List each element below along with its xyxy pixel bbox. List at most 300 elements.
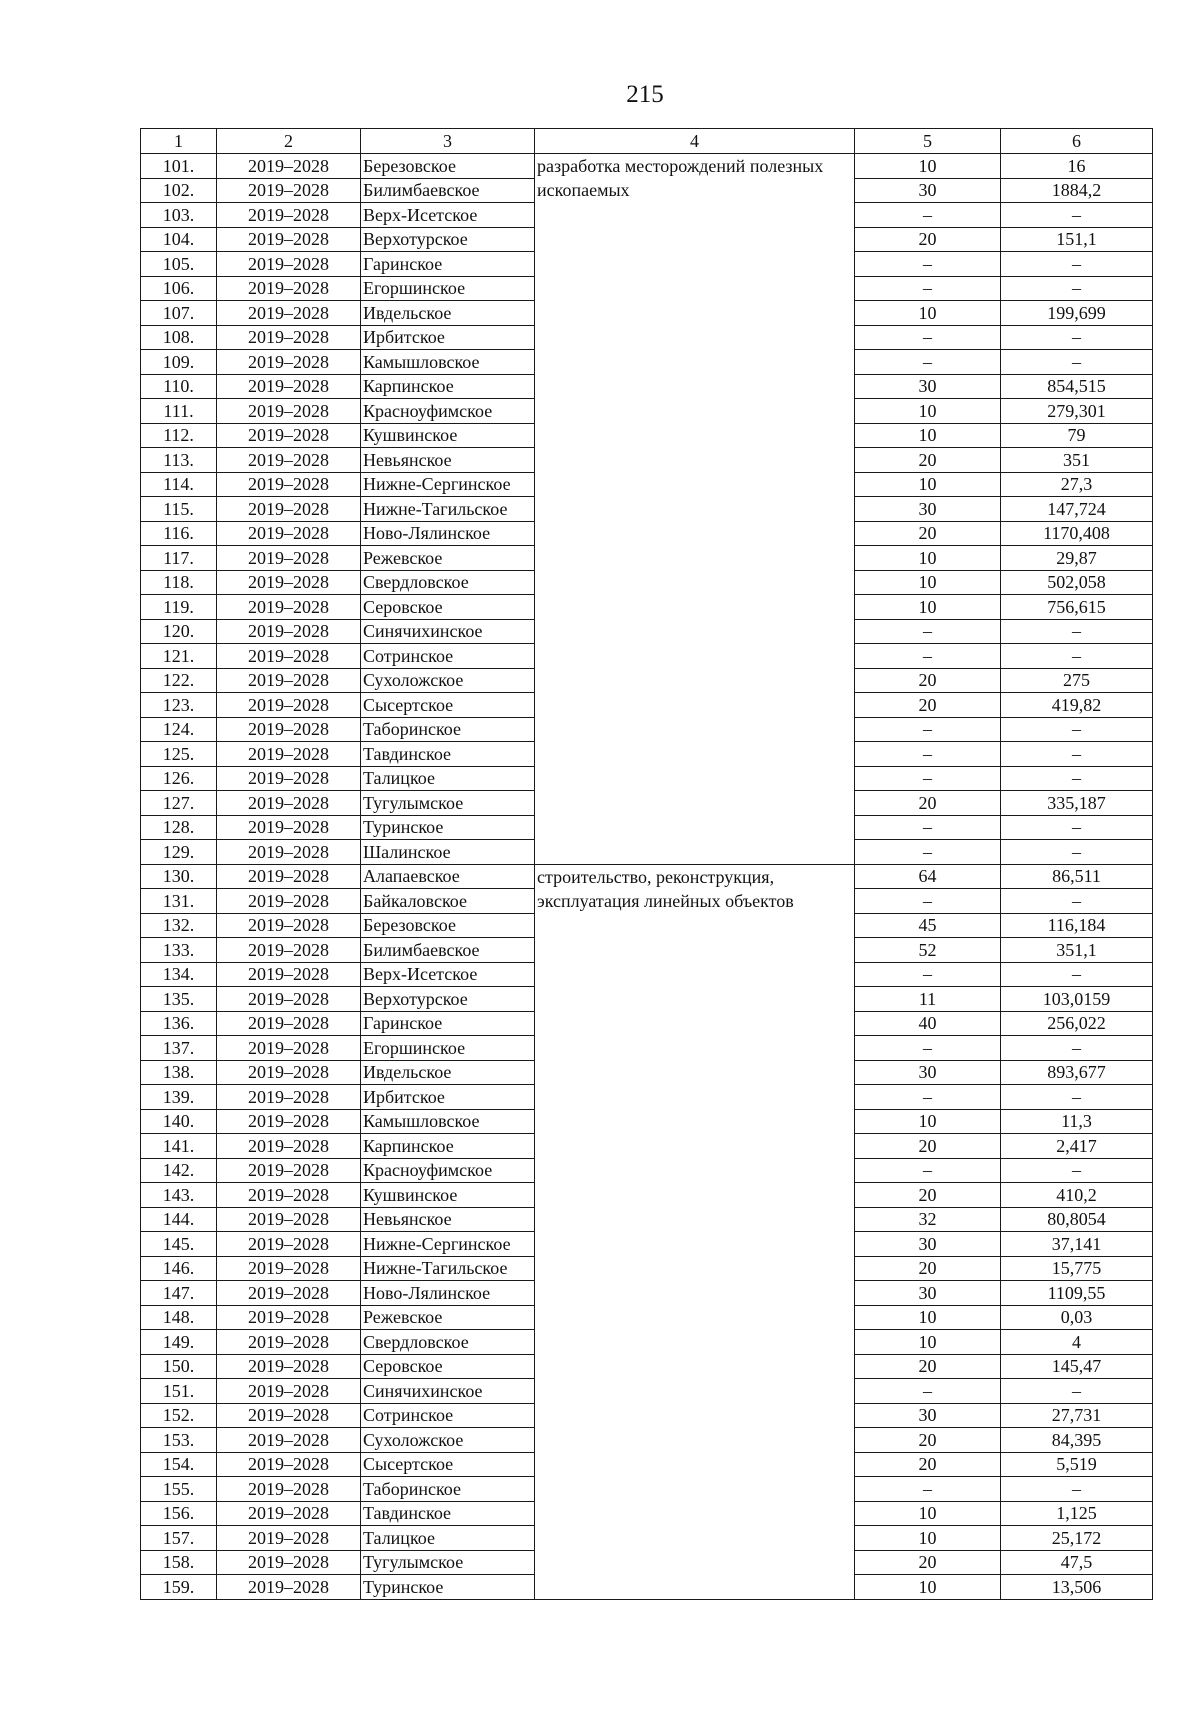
forestry-cell: Таборинское [361, 1477, 535, 1502]
area-cell: 16 [1001, 154, 1153, 179]
forestry-cell: Свердловское [361, 570, 535, 595]
period-cell: 2019–2028 [217, 1207, 361, 1232]
row-number-cell: 148. [141, 1305, 217, 1330]
quantity-cell: 30 [855, 1232, 1001, 1257]
quantity-cell: 10 [855, 423, 1001, 448]
forestry-cell: Карпинское [361, 374, 535, 399]
row-number-cell: 143. [141, 1183, 217, 1208]
row-number-cell: 129. [141, 840, 217, 865]
row-number-cell: 124. [141, 717, 217, 742]
column-number-1: 1 [141, 129, 217, 154]
row-number-cell: 130. [141, 864, 217, 889]
period-cell: 2019–2028 [217, 399, 361, 424]
forestry-cell: Верхотурское [361, 987, 535, 1012]
period-cell: 2019–2028 [217, 1036, 361, 1061]
row-number-cell: 113. [141, 448, 217, 473]
period-cell: 2019–2028 [217, 815, 361, 840]
forestry-cell: Билимбаевское [361, 938, 535, 963]
forestry-cell: Алапаевское [361, 864, 535, 889]
area-cell: 410,2 [1001, 1183, 1153, 1208]
column-number-3: 3 [361, 129, 535, 154]
quantity-cell: 20 [855, 791, 1001, 816]
row-number-cell: 141. [141, 1134, 217, 1159]
row-number-cell: 147. [141, 1281, 217, 1306]
period-cell: 2019–2028 [217, 1403, 361, 1428]
row-number-cell: 126. [141, 766, 217, 791]
area-cell: 756,615 [1001, 595, 1153, 620]
row-number-cell: 109. [141, 350, 217, 375]
forestry-cell: Нижне-Сергинское [361, 472, 535, 497]
column-number-row [141, 129, 1153, 154]
quantity-cell: – [855, 1085, 1001, 1110]
quantity-cell: 30 [855, 1060, 1001, 1085]
quantity-cell: – [855, 203, 1001, 228]
period-cell: 2019–2028 [217, 742, 361, 767]
area-cell: – [1001, 276, 1153, 301]
row-number-cell: 151. [141, 1379, 217, 1404]
quantity-cell: 20 [855, 1134, 1001, 1159]
row-number-cell: 106. [141, 276, 217, 301]
forestry-cell: Ивдельское [361, 301, 535, 326]
column-number-2: 2 [217, 129, 361, 154]
period-cell: 2019–2028 [217, 301, 361, 326]
quantity-cell: 20 [855, 668, 1001, 693]
forestry-cell: Кушвинское [361, 1183, 535, 1208]
period-cell: 2019–2028 [217, 644, 361, 669]
forestry-cell: Сотринское [361, 644, 535, 669]
area-cell: 27,3 [1001, 472, 1153, 497]
area-cell: – [1001, 766, 1153, 791]
forestry-cell: Синячихинское [361, 619, 535, 644]
period-cell: 2019–2028 [217, 203, 361, 228]
period-cell: 2019–2028 [217, 889, 361, 914]
area-cell: – [1001, 350, 1153, 375]
period-cell: 2019–2028 [217, 1330, 361, 1355]
period-cell: 2019–2028 [217, 1256, 361, 1281]
area-cell: 15,775 [1001, 1256, 1153, 1281]
forestry-cell: Кушвинское [361, 423, 535, 448]
area-cell: 47,5 [1001, 1550, 1153, 1575]
quantity-cell: 45 [855, 913, 1001, 938]
row-number-cell: 121. [141, 644, 217, 669]
area-cell: – [1001, 742, 1153, 767]
forestry-cell: Тугулымское [361, 791, 535, 816]
area-cell: – [1001, 619, 1153, 644]
row-number-cell: 156. [141, 1501, 217, 1526]
quantity-cell: – [855, 840, 1001, 865]
row-number-cell: 155. [141, 1477, 217, 1502]
forestry-cell: Талицкое [361, 1526, 535, 1551]
area-cell: 502,058 [1001, 570, 1153, 595]
row-number-cell: 138. [141, 1060, 217, 1085]
period-cell: 2019–2028 [217, 1158, 361, 1183]
period-cell: 2019–2028 [217, 987, 361, 1012]
forestry-cell: Ново-Лялинское [361, 521, 535, 546]
row-number-cell: 157. [141, 1526, 217, 1551]
forestry-cell: Серовское [361, 595, 535, 620]
row-number-cell: 159. [141, 1575, 217, 1600]
period-cell: 2019–2028 [217, 1452, 361, 1477]
period-cell: 2019–2028 [217, 791, 361, 816]
period-cell: 2019–2028 [217, 913, 361, 938]
area-cell: 5,519 [1001, 1452, 1153, 1477]
quantity-cell: 20 [855, 1354, 1001, 1379]
column-number-4: 4 [535, 129, 855, 154]
forestry-cell: Красноуфимское [361, 1158, 535, 1183]
area-cell: 335,187 [1001, 791, 1153, 816]
forestry-cell: Ново-Лялинское [361, 1281, 535, 1306]
period-cell: 2019–2028 [217, 1085, 361, 1110]
forestry-cell: Режевское [361, 546, 535, 571]
forestry-cell: Ирбитское [361, 1085, 535, 1110]
forestry-cell: Невьянское [361, 448, 535, 473]
area-cell: – [1001, 1379, 1153, 1404]
row-number-cell: 144. [141, 1207, 217, 1232]
forestry-cell: Сотринское [361, 1403, 535, 1428]
quantity-cell: 20 [855, 1428, 1001, 1453]
period-cell: 2019–2028 [217, 864, 361, 889]
row-number-cell: 108. [141, 325, 217, 350]
quantity-cell: – [855, 350, 1001, 375]
row-number-cell: 131. [141, 889, 217, 914]
quantity-cell: 10 [855, 301, 1001, 326]
area-cell: 79 [1001, 423, 1153, 448]
area-cell: – [1001, 203, 1153, 228]
row-number-cell: 137. [141, 1036, 217, 1061]
area-cell: 199,699 [1001, 301, 1153, 326]
period-cell: 2019–2028 [217, 178, 361, 203]
row-number-cell: 107. [141, 301, 217, 326]
register-table [140, 128, 1153, 1600]
area-cell: – [1001, 644, 1153, 669]
forestry-cell: Егоршинское [361, 276, 535, 301]
row-number-cell: 123. [141, 693, 217, 718]
quantity-cell: 10 [855, 1109, 1001, 1134]
period-cell: 2019–2028 [217, 1232, 361, 1257]
forestry-cell: Режевское [361, 1305, 535, 1330]
forestry-cell: Верх-Исетское [361, 962, 535, 987]
row-number-cell: 116. [141, 521, 217, 546]
row-number-cell: 142. [141, 1158, 217, 1183]
area-cell: – [1001, 962, 1153, 987]
period-cell: 2019–2028 [217, 1109, 361, 1134]
row-number-cell: 114. [141, 472, 217, 497]
row-number-cell: 153. [141, 1428, 217, 1453]
period-cell: 2019–2028 [217, 521, 361, 546]
quantity-cell: 20 [855, 1256, 1001, 1281]
area-cell: 1,125 [1001, 1501, 1153, 1526]
forestry-cell: Сысертское [361, 1452, 535, 1477]
period-cell: 2019–2028 [217, 1428, 361, 1453]
quantity-cell: 10 [855, 1575, 1001, 1600]
period-cell: 2019–2028 [217, 693, 361, 718]
forestry-cell: Туринское [361, 815, 535, 840]
row-number-cell: 105. [141, 252, 217, 277]
quantity-cell: 10 [855, 399, 1001, 424]
period-cell: 2019–2028 [217, 1550, 361, 1575]
quantity-cell: 64 [855, 864, 1001, 889]
forestry-cell: Невьянское [361, 1207, 535, 1232]
row-number-cell: 139. [141, 1085, 217, 1110]
period-cell: 2019–2028 [217, 276, 361, 301]
forestry-cell: Камышловское [361, 1109, 535, 1134]
forestry-cell: Шалинское [361, 840, 535, 865]
table-row [141, 154, 1153, 179]
period-cell: 2019–2028 [217, 668, 361, 693]
forestry-cell: Гаринское [361, 1011, 535, 1036]
area-cell: 116,184 [1001, 913, 1153, 938]
forestry-cell: Гаринское [361, 252, 535, 277]
row-number-cell: 149. [141, 1330, 217, 1355]
area-cell: 13,506 [1001, 1575, 1153, 1600]
row-number-cell: 145. [141, 1232, 217, 1257]
area-cell: 84,395 [1001, 1428, 1153, 1453]
area-cell: 351 [1001, 448, 1153, 473]
period-cell: 2019–2028 [217, 374, 361, 399]
area-cell: 145,47 [1001, 1354, 1153, 1379]
forestry-cell: Верхотурское [361, 227, 535, 252]
area-cell: 1109,55 [1001, 1281, 1153, 1306]
row-number-cell: 132. [141, 913, 217, 938]
row-number-cell: 127. [141, 791, 217, 816]
activity-type-cell: разработка месторождений полезных ископаемых [535, 154, 855, 865]
row-number-cell: 115. [141, 497, 217, 522]
quantity-cell: – [855, 252, 1001, 277]
period-cell: 2019–2028 [217, 350, 361, 375]
quantity-cell: 10 [855, 472, 1001, 497]
period-cell: 2019–2028 [217, 1379, 361, 1404]
forestry-cell: Билимбаевское [361, 178, 535, 203]
forestry-cell: Ирбитское [361, 325, 535, 350]
row-number-cell: 154. [141, 1452, 217, 1477]
area-cell: 103,0159 [1001, 987, 1153, 1012]
forestry-cell: Егоршинское [361, 1036, 535, 1061]
forestry-cell: Талицкое [361, 766, 535, 791]
forestry-cell: Тавдинское [361, 742, 535, 767]
quantity-cell: – [855, 325, 1001, 350]
area-cell: 29,87 [1001, 546, 1153, 571]
row-number-cell: 158. [141, 1550, 217, 1575]
area-cell: 0,03 [1001, 1305, 1153, 1330]
activity-type-cell: строительство, реконструкция, эксплуатация линейных объектов [535, 864, 855, 1599]
row-number-cell: 120. [141, 619, 217, 644]
row-number-cell: 118. [141, 570, 217, 595]
forestry-cell: Нижне-Тагильское [361, 1256, 535, 1281]
row-number-cell: 135. [141, 987, 217, 1012]
row-number-cell: 102. [141, 178, 217, 203]
period-cell: 2019–2028 [217, 840, 361, 865]
quantity-cell: 20 [855, 521, 1001, 546]
forestry-cell: Камышловское [361, 350, 535, 375]
row-number-cell: 150. [141, 1354, 217, 1379]
area-cell: 37,141 [1001, 1232, 1153, 1257]
period-cell: 2019–2028 [217, 1575, 361, 1600]
period-cell: 2019–2028 [217, 423, 361, 448]
area-cell: 256,022 [1001, 1011, 1153, 1036]
period-cell: 2019–2028 [217, 1501, 361, 1526]
area-cell: 25,172 [1001, 1526, 1153, 1551]
quantity-cell: 10 [855, 154, 1001, 179]
area-cell: 27,731 [1001, 1403, 1153, 1428]
area-cell: 893,677 [1001, 1060, 1153, 1085]
row-number-cell: 152. [141, 1403, 217, 1428]
forestry-cell: Таборинское [361, 717, 535, 742]
area-cell: 1884,2 [1001, 178, 1153, 203]
forestry-cell: Нижне-Сергинское [361, 1232, 535, 1257]
period-cell: 2019–2028 [217, 766, 361, 791]
quantity-cell: 32 [855, 1207, 1001, 1232]
forestry-cell: Серовское [361, 1354, 535, 1379]
period-cell: 2019–2028 [217, 472, 361, 497]
area-cell: – [1001, 840, 1153, 865]
area-cell: 151,1 [1001, 227, 1153, 252]
quantity-cell: 10 [855, 595, 1001, 620]
row-number-cell: 119. [141, 595, 217, 620]
period-cell: 2019–2028 [217, 619, 361, 644]
quantity-cell: – [855, 644, 1001, 669]
quantity-cell: – [855, 1379, 1001, 1404]
column-number-6: 6 [1001, 129, 1153, 154]
table-row [141, 864, 1153, 889]
row-number-cell: 134. [141, 962, 217, 987]
forestry-cell: Сухоложское [361, 1428, 535, 1453]
period-cell: 2019–2028 [217, 1281, 361, 1306]
row-number-cell: 146. [141, 1256, 217, 1281]
area-cell: – [1001, 889, 1153, 914]
period-cell: 2019–2028 [217, 252, 361, 277]
quantity-cell: – [855, 619, 1001, 644]
area-cell: 275 [1001, 668, 1153, 693]
period-cell: 2019–2028 [217, 448, 361, 473]
area-cell: 147,724 [1001, 497, 1153, 522]
area-cell: – [1001, 1158, 1153, 1183]
quantity-cell: 10 [855, 1330, 1001, 1355]
period-cell: 2019–2028 [217, 227, 361, 252]
quantity-cell: – [855, 717, 1001, 742]
period-cell: 2019–2028 [217, 1011, 361, 1036]
forestry-cell: Ивдельское [361, 1060, 535, 1085]
quantity-cell: 10 [855, 1501, 1001, 1526]
forestry-cell: Свердловское [361, 1330, 535, 1355]
quantity-cell: – [855, 889, 1001, 914]
quantity-cell: – [855, 962, 1001, 987]
quantity-cell: 30 [855, 497, 1001, 522]
area-cell: – [1001, 252, 1153, 277]
quantity-cell: 30 [855, 1403, 1001, 1428]
quantity-cell: 20 [855, 227, 1001, 252]
period-cell: 2019–2028 [217, 570, 361, 595]
forestry-cell: Сухоложское [361, 668, 535, 693]
row-number-cell: 112. [141, 423, 217, 448]
row-number-cell: 111. [141, 399, 217, 424]
quantity-cell: – [855, 276, 1001, 301]
quantity-cell: – [855, 766, 1001, 791]
row-number-cell: 103. [141, 203, 217, 228]
quantity-cell: 10 [855, 546, 1001, 571]
row-number-cell: 104. [141, 227, 217, 252]
area-cell: 1170,408 [1001, 521, 1153, 546]
area-cell: – [1001, 1085, 1153, 1110]
period-cell: 2019–2028 [217, 1305, 361, 1330]
forestry-cell: Карпинское [361, 1134, 535, 1159]
period-cell: 2019–2028 [217, 962, 361, 987]
quantity-cell: – [855, 1036, 1001, 1061]
period-cell: 2019–2028 [217, 546, 361, 571]
area-cell: – [1001, 815, 1153, 840]
row-number-cell: 140. [141, 1109, 217, 1134]
period-cell: 2019–2028 [217, 325, 361, 350]
row-number-cell: 125. [141, 742, 217, 767]
forestry-cell: Тавдинское [361, 1501, 535, 1526]
quantity-cell: 20 [855, 448, 1001, 473]
quantity-cell: 20 [855, 1550, 1001, 1575]
forestry-cell: Красноуфимское [361, 399, 535, 424]
period-cell: 2019–2028 [217, 938, 361, 963]
row-number-cell: 136. [141, 1011, 217, 1036]
period-cell: 2019–2028 [217, 717, 361, 742]
row-number-cell: 101. [141, 154, 217, 179]
area-cell: 2,417 [1001, 1134, 1153, 1159]
forestry-cell: Синячихинское [361, 1379, 535, 1404]
area-cell: – [1001, 325, 1153, 350]
period-cell: 2019–2028 [217, 1526, 361, 1551]
quantity-cell: 30 [855, 1281, 1001, 1306]
quantity-cell: 10 [855, 1526, 1001, 1551]
area-cell: 80,8054 [1001, 1207, 1153, 1232]
row-number-cell: 117. [141, 546, 217, 571]
area-cell: 351,1 [1001, 938, 1153, 963]
row-number-cell: 122. [141, 668, 217, 693]
forestry-cell: Тугулымское [361, 1550, 535, 1575]
period-cell: 2019–2028 [217, 1060, 361, 1085]
period-cell: 2019–2028 [217, 595, 361, 620]
period-cell: 2019–2028 [217, 154, 361, 179]
period-cell: 2019–2028 [217, 497, 361, 522]
quantity-cell: 52 [855, 938, 1001, 963]
quantity-cell: 10 [855, 1305, 1001, 1330]
row-number-cell: 133. [141, 938, 217, 963]
page-number: 215 [626, 81, 664, 108]
forestry-cell: Туринское [361, 1575, 535, 1600]
forestry-cell: Сысертское [361, 693, 535, 718]
forestry-cell: Березовское [361, 154, 535, 179]
forestry-cell: Байкаловское [361, 889, 535, 914]
forestry-cell: Нижне-Тагильское [361, 497, 535, 522]
quantity-cell: – [855, 815, 1001, 840]
period-cell: 2019–2028 [217, 1477, 361, 1502]
quantity-cell: 20 [855, 1452, 1001, 1477]
quantity-cell: – [855, 742, 1001, 767]
row-number-cell: 128. [141, 815, 217, 840]
area-cell: 86,511 [1001, 864, 1153, 889]
quantity-cell: 20 [855, 693, 1001, 718]
quantity-cell: 30 [855, 374, 1001, 399]
period-cell: 2019–2028 [217, 1183, 361, 1208]
forestry-cell: Березовское [361, 913, 535, 938]
period-cell: 2019–2028 [217, 1354, 361, 1379]
area-cell: 419,82 [1001, 693, 1153, 718]
register-table-body [141, 129, 1153, 1600]
area-cell: – [1001, 717, 1153, 742]
area-cell: 854,515 [1001, 374, 1153, 399]
quantity-cell: – [855, 1158, 1001, 1183]
column-number-5: 5 [855, 129, 1001, 154]
quantity-cell: 30 [855, 178, 1001, 203]
area-cell: 279,301 [1001, 399, 1153, 424]
quantity-cell: – [855, 1477, 1001, 1502]
area-cell: 11,3 [1001, 1109, 1153, 1134]
forestry-cell: Верх-Исетское [361, 203, 535, 228]
